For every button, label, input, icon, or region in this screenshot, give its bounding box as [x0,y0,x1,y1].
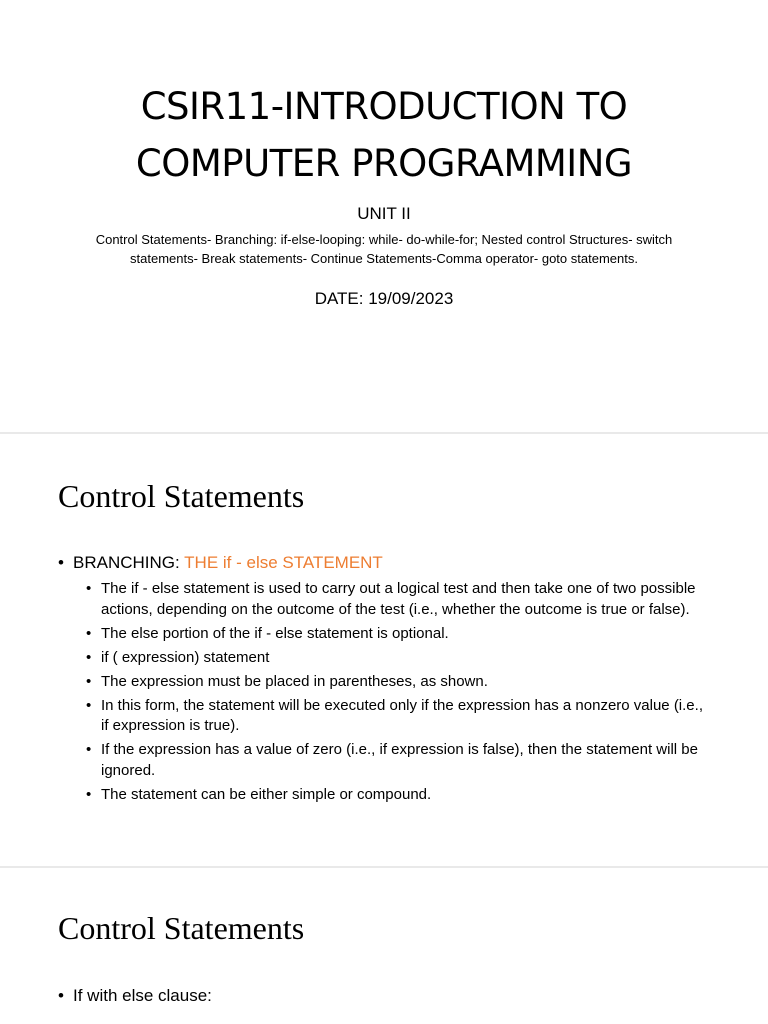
bullet-highlight: THE if - else STATEMENT [184,553,383,572]
list-item: • The expression must be placed in parentheses, as shown. [86,672,706,693]
slide-heading: Control Statements [58,910,305,946]
slide-title [0,0,768,432]
list-item: • The else portion of the if - else statement is optional. [86,624,706,645]
branching-bullet [58,552,383,574]
course-title: CSIR11-INTRODUCTION TO COMPUTER PROGRAMMING [135,85,633,185]
sub-bullet-list [86,579,706,809]
else-clause-bullet: • If with else clause: [58,985,212,1007]
list-item: • The statement can be either simple or compound. [86,785,706,806]
unit-description: Control Statements- Branching: if-else-looping: while- do-while-for; Nested control Structures- switch statements- Break statements- Continue Statements-Comma operator- goto statements. [95,232,673,266]
slide-control-statements [0,434,768,866]
list-item: • The if - else statement is used to carry out a logical test and then take one of two possible actions, depending on the outcome of the test (i.e., whether the outcome is true or false). [86,579,706,620]
slide-heading: Control Statements [58,478,305,514]
unit-label: UNIT II [357,204,411,223]
list-item: • if ( expression) statement [86,648,706,669]
date-label: DATE: 19/09/2023 [314,289,454,308]
slide-control-statements-else [0,868,768,1024]
bullet-label: BRANCHING: [73,553,185,572]
list-item: • If the expression has a value of zero (i.e., if expression is false), then the statement will be ignored. [86,740,706,781]
list-item: • In this form, the statement will be executed only if the expression has a nonzero value (i.e., if expression is true). [86,696,706,737]
